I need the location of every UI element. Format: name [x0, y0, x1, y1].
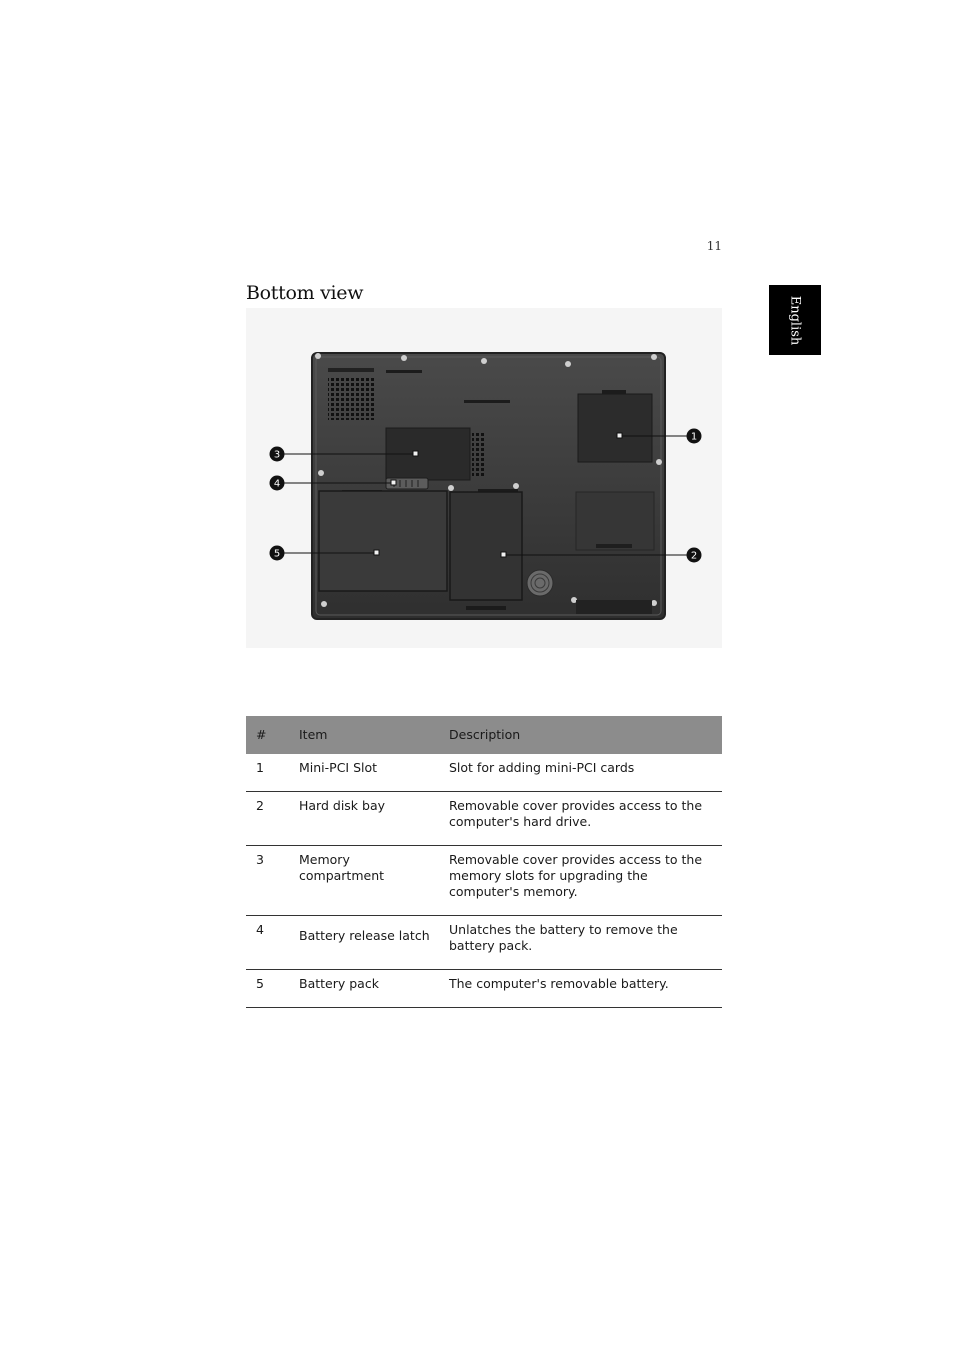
- row-number: 3: [246, 846, 289, 916]
- callout-label-3: 3: [273, 449, 281, 461]
- callout-badge-1: [687, 429, 702, 444]
- language-tab: [769, 285, 821, 355]
- header-number: #: [246, 716, 289, 754]
- laptop-bottom-figure: [246, 308, 722, 648]
- table-row: [246, 846, 722, 916]
- table-row: [246, 792, 722, 846]
- row-number: 2: [246, 792, 289, 846]
- header-item: Item: [289, 716, 439, 754]
- callout-badge-4: [270, 476, 285, 491]
- callout-badge-5: [270, 546, 285, 561]
- table-row: [246, 970, 722, 1008]
- section-title: Bottom view: [246, 282, 364, 304]
- language-tab-label: English: [787, 295, 803, 345]
- table-header-row: [246, 716, 722, 754]
- row-number: 5: [246, 970, 289, 1008]
- callout-badge-3: [270, 447, 285, 462]
- mini-pci-slot: [578, 394, 652, 462]
- components-table: [246, 716, 722, 1008]
- table-row: [246, 754, 722, 792]
- row-number: 1: [246, 754, 289, 792]
- battery-pack: [319, 491, 447, 591]
- row-item: Mini-PCI Slot: [289, 754, 439, 792]
- row-item: Hard disk bay: [289, 792, 439, 846]
- callout-badge-2: [687, 548, 702, 563]
- row-item: Memory compartment: [289, 846, 439, 916]
- row-item: Battery release latch: [289, 916, 439, 970]
- row-description: Removable cover provides access to the memory slots for upgrading the computer's memory.: [439, 846, 722, 916]
- table-row: [246, 916, 722, 970]
- row-description: Slot for adding mini-PCI cards: [439, 754, 722, 792]
- hard-disk-bay: [450, 492, 522, 600]
- row-description: Unlatches the battery to remove the battery pack.: [439, 916, 722, 970]
- side-vent: [472, 432, 486, 478]
- row-item: Battery pack: [289, 970, 439, 1008]
- callout-label-5: 5: [273, 548, 281, 560]
- laptop-bottom-illustration: [246, 308, 722, 648]
- row-description: The computer's removable battery.: [439, 970, 722, 1008]
- row-number: 4: [246, 916, 289, 970]
- page-number: 11: [706, 239, 722, 253]
- header-description: Description: [439, 716, 722, 754]
- row-description: Removable cover provides access to the computer's hard drive.: [439, 792, 722, 846]
- callout-label-2: 2: [690, 550, 698, 562]
- callout-label-4: 4: [273, 478, 281, 490]
- callout-label-1: 1: [690, 431, 698, 443]
- vent-grille: [328, 376, 374, 420]
